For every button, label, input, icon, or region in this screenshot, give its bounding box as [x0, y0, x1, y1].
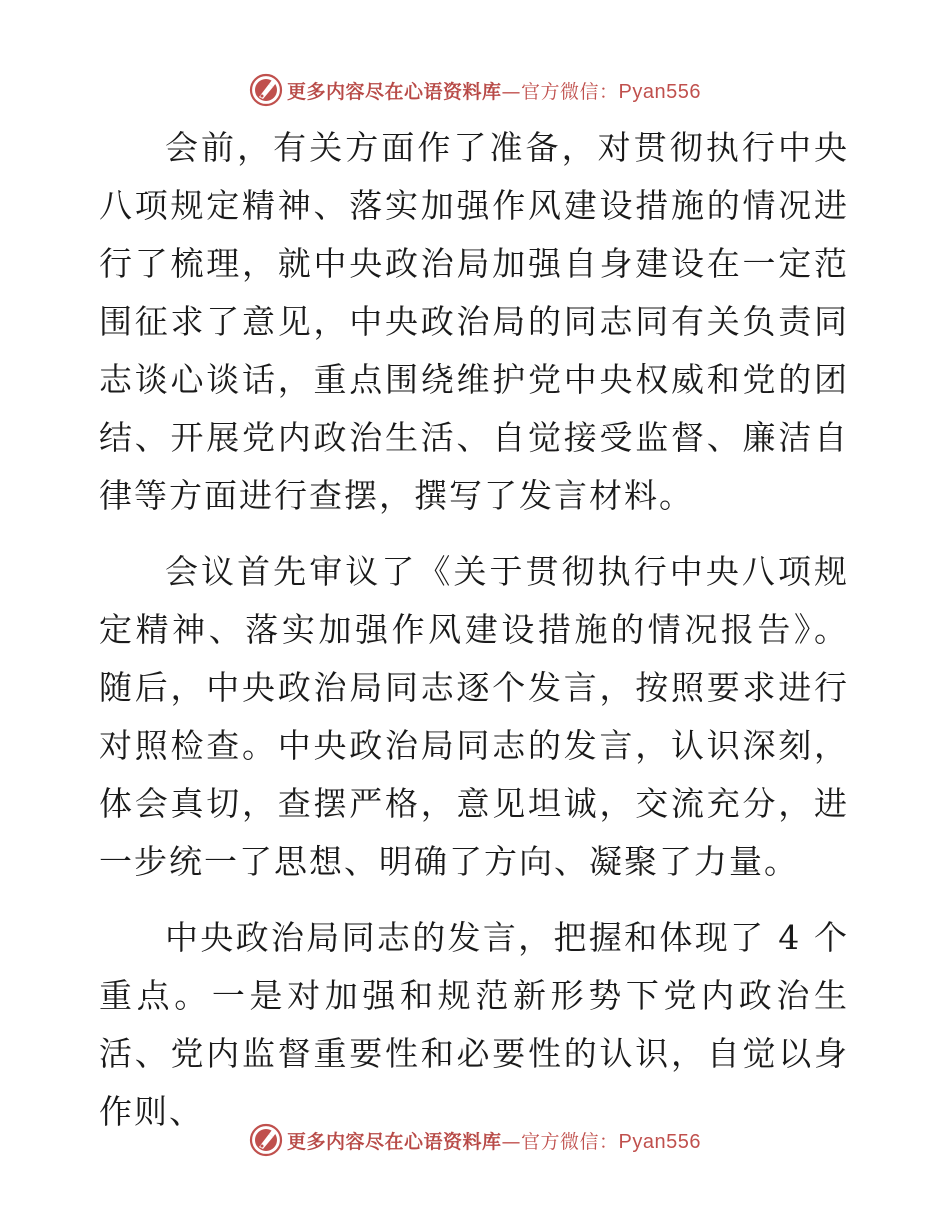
banner-text: [287, 1127, 701, 1154]
banner-text: [287, 77, 701, 104]
paragraph-1: 会前，有关方面作了准备，对贯彻执行中央八项规定精神、落实加强作风建设措施的情况进行了梳理，就中央政治局加强自身建设在一定范围征求了意见，中央政治局的同志同有关负责同志谈心谈话，重点围绕维护党中央权威和党的团结、开展党内政治生活、自觉接受监督、廉洁自律等方面进行查摆，撰写了发言材料。: [99, 128, 849, 515]
banner-separator: —: [501, 80, 522, 103]
banner-wechat-label: 官方微信：: [521, 80, 619, 103]
banner-separator: —: [501, 1130, 522, 1153]
banner-wechat-label: 官方微信：: [521, 1130, 619, 1153]
banner-brand: 更多内容尽在心语资料库: [287, 1130, 502, 1153]
pen-nib-logo-icon: [249, 73, 283, 107]
footer-banner: [0, 1122, 950, 1158]
banner-wechat-id: Pyan556: [618, 1130, 701, 1153]
header-banner: [0, 72, 950, 108]
paragraph-2: 会议首先审议了《关于贯彻执行中央八项规定精神、落实加强作风建设措施的情况报告》。随后，中央政治局同志逐个发言，按照要求进行对照检查。中央政治局同志的发言，认识深刻，体会真切，查摆严格，意见坦诚，交流充分，进一步统一了思想、明确了方向、凝聚了力量。: [99, 552, 849, 881]
paragraph-3: 中央政治局同志的发言，把握和体现了 4 个重点。一是对加强和规范新形势下党内政治生活、党内监督重要性和必要性的认识，自觉以身作则、: [99, 918, 849, 1131]
document-body: [99, 119, 849, 1141]
pen-nib-logo-icon: [249, 1123, 283, 1157]
banner-brand: 更多内容尽在心语资料库: [287, 80, 502, 103]
banner-wechat-id: Pyan556: [618, 80, 701, 103]
